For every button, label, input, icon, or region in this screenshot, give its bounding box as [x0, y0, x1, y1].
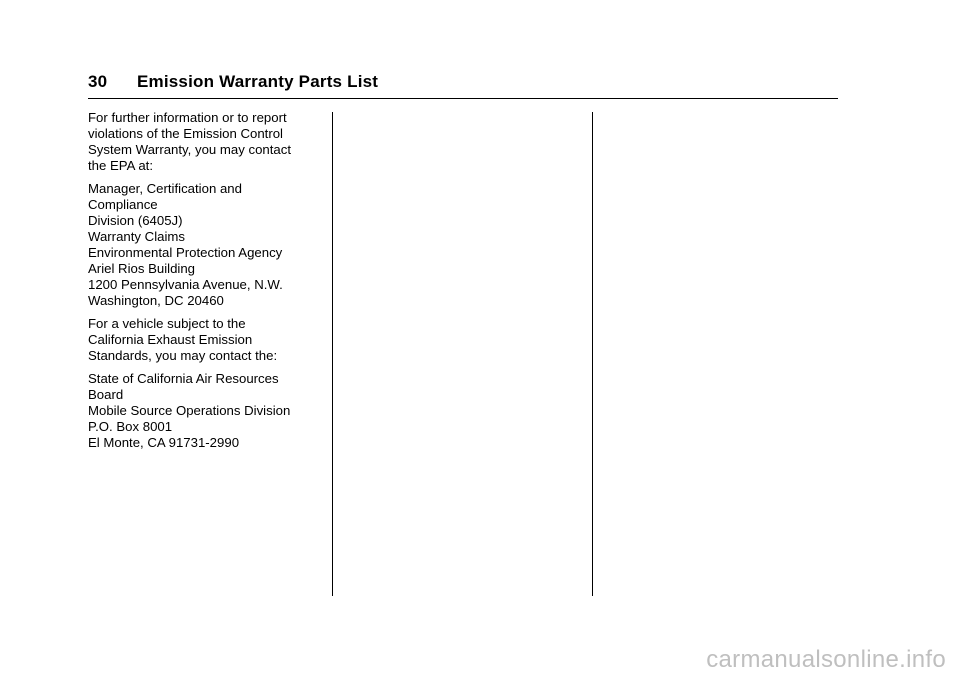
- address-line: Division (6405J): [88, 213, 183, 228]
- page-header: [88, 70, 838, 99]
- address-line: Mobile Source Operations Division: [88, 403, 291, 418]
- address-line: Manager, Certification and: [88, 181, 242, 196]
- carb-contact-paragraph: [88, 316, 323, 364]
- text-line: California Exhaust Emission: [88, 332, 253, 347]
- text-line: For a vehicle subject to the: [88, 316, 246, 331]
- address-line: Environmental Protection Agency: [88, 245, 283, 260]
- watermark-text: carmanualsonline.info: [706, 646, 946, 673]
- address-line: P.O. Box 8001: [88, 419, 173, 434]
- page-number: 30: [88, 72, 108, 91]
- column-divider-left: [332, 112, 333, 596]
- text-column: [88, 110, 323, 458]
- address-line: Compliance: [88, 197, 158, 212]
- epa-address-block: [88, 181, 323, 309]
- address-line: Warranty Claims: [88, 229, 185, 244]
- text-line: System Warranty, you may contact: [88, 142, 292, 157]
- column-divider-right: [592, 112, 593, 596]
- address-line: Ariel Rios Building: [88, 261, 196, 276]
- address-line: Washington, DC 20460: [88, 293, 224, 308]
- epa-contact-paragraph: [88, 110, 323, 174]
- carb-address-block: [88, 371, 323, 451]
- address-line: Board: [88, 387, 124, 402]
- page-title: Emission Warranty Parts List: [137, 72, 379, 91]
- address-line: 1200 Pennsylvania Avenue, N.W.: [88, 277, 283, 292]
- text-line: the EPA at:: [88, 158, 154, 173]
- text-line: violations of the Emission Control: [88, 126, 283, 141]
- text-line: Standards, you may contact the:: [88, 348, 278, 363]
- address-line: El Monte, CA 91731-2990: [88, 435, 240, 450]
- address-line: State of California Air Resources: [88, 371, 279, 386]
- text-line: For further information or to report: [88, 110, 287, 125]
